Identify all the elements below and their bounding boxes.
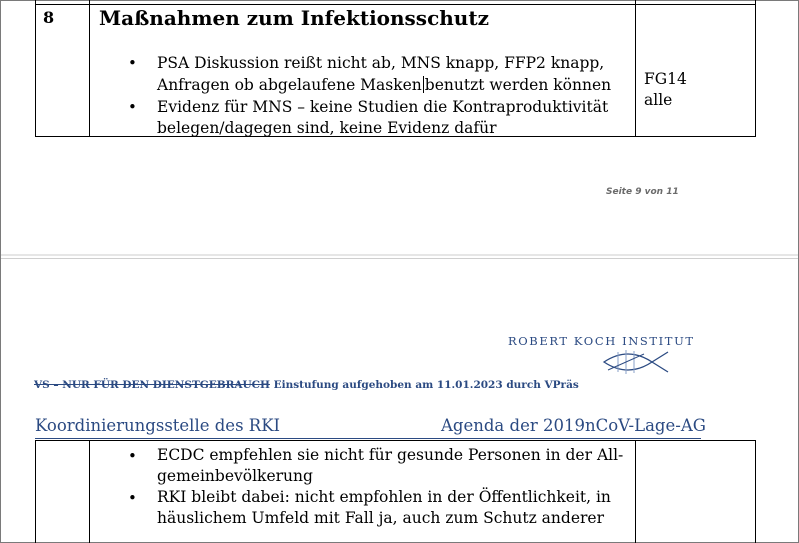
- table-right-border: [755, 0, 756, 137]
- responsible-all: alle: [644, 91, 673, 109]
- bullet-icon: •: [128, 98, 137, 116]
- bullet-text-line: RKI bleibt dabei: nicht empfohlen in der Öffentlichkeit, in: [157, 488, 611, 506]
- page-separator: [1, 254, 798, 256]
- rki-logo-icon: [598, 348, 682, 376]
- bullet-text-segment: benutzt werden können: [424, 76, 612, 94]
- table-top-border: [35, 4, 756, 5]
- header-right: Agenda der 2019nCoV-Lage-AG: [441, 416, 706, 435]
- classification-note: [34, 379, 579, 391]
- bullet-icon: •: [128, 489, 137, 507]
- bullet-text-line: häuslichem Umfeld mit Fall ja, auch zum Schutz anderer: [157, 509, 604, 527]
- table-divider-1: [89, 440, 90, 543]
- table-divider-2: [635, 440, 636, 543]
- bullet-text-line: belegen/dagegen sind, keine Evidenz dafür: [157, 119, 497, 137]
- bullet-text-line: Evidenz für MNS – keine Studien die Kontraproduktivität: [157, 98, 609, 116]
- table-divider-1: [89, 0, 90, 137]
- classification-text: Einstufung aufgehoben am 11.01.2023 durch VPräs: [273, 379, 579, 391]
- item-number: 8: [43, 8, 55, 27]
- bullet-text-line: PSA Diskussion reißt nicht ab, MNS knapp, FFP2 knapp,: [157, 54, 605, 72]
- header-rule: [35, 438, 701, 439]
- page-separator-line: [1, 258, 798, 259]
- page-number: Seite 9 von 11: [606, 187, 679, 197]
- header-left: Koordinierungsstelle des RKI: [35, 416, 281, 435]
- classification-struck: VS – NUR FÜR DEN DIENSTGEBRAUCH: [34, 379, 270, 391]
- bullet-text-line: [157, 75, 611, 96]
- table-top-border: [35, 440, 756, 441]
- bullet-icon: •: [128, 54, 137, 72]
- table-left-border: [35, 0, 36, 137]
- table-right-border: [755, 440, 756, 543]
- text-cursor: [423, 76, 424, 93]
- table-divider-2: [635, 0, 636, 137]
- responsible-unit: FG14: [644, 70, 687, 88]
- bullet-text-segment: Anfragen ob abgelaufene Masken: [157, 76, 422, 94]
- bullet-text-line: ECDC empfehlen sie nicht für gesunde Personen in der All-: [157, 446, 624, 464]
- bullet-icon: •: [128, 447, 137, 465]
- table-left-border: [35, 440, 36, 543]
- section-heading: Maßnahmen zum Infektionsschutz: [99, 6, 489, 30]
- bullet-text-line: gemeinbevölkerung: [157, 467, 313, 485]
- institute-name: ROBERT KOCH INSTITUT: [508, 334, 695, 348]
